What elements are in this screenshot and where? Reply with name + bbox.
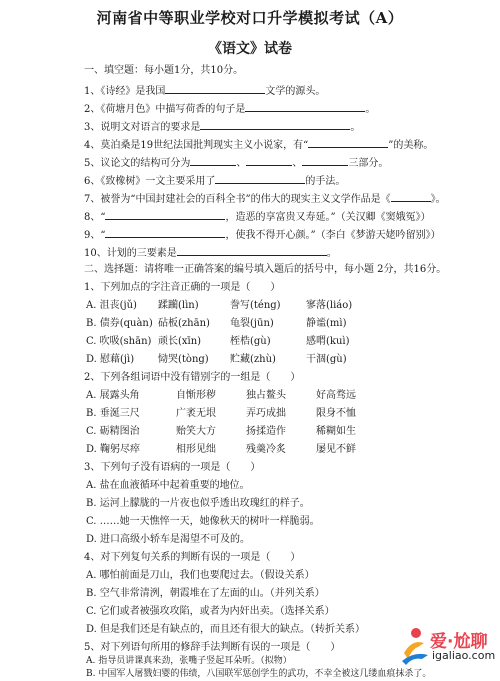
option-text: A. 展露头角 (86, 390, 140, 401)
option-text: 恸哭(tòng) (158, 354, 209, 365)
option-text: 相形见绌 (176, 444, 216, 455)
option-text: C. 砺精图治 (86, 426, 140, 437)
option-text: C. 它们或者被强攻攻陷，或者为内奸出卖。（选择关系） (86, 606, 335, 617)
option-text: 砧板(zhān) (158, 318, 210, 329)
option-text: A. 哪怕前面是刀山，我们也要爬过去。（假设关系） (86, 570, 315, 581)
option-text: 誊写(téng) (230, 300, 281, 311)
watermark-url: igaliao.com (432, 649, 496, 662)
answer-blank[interactable] (215, 173, 305, 184)
option-text: 桎梏(gù) (230, 336, 271, 347)
exam-title: 河南省中等职业学校对口升学模拟考试（A） (96, 9, 404, 27)
option-text: 蹂躏(lìn) (158, 300, 199, 311)
fill-question-4: 4、莫泊桑是19世纪法国批判现实主义小说家，有“ ”的美称。 (84, 137, 433, 153)
option-text: 感喟(kuì) (306, 336, 350, 347)
option-text: 限身不恤 (316, 408, 356, 419)
option-text: 贻笑大方 (176, 426, 216, 437)
fill-question-2: 2、《荷塘月色》中描写荷香的句子是 。 (84, 101, 375, 117)
choice-question-2: 2、下列各组词语中没有错别字的一组是（ ） (84, 372, 301, 383)
option-text: 扬揉造作 (246, 426, 286, 437)
answer-blank[interactable] (200, 119, 350, 130)
option-text: 贮藏(zhù) (230, 354, 276, 365)
option-text: B. 垂涎三尺 (86, 408, 140, 419)
option-text: 弄巧成拙 (246, 408, 286, 419)
fill-question-3: 3、说明文对语言的要求是 。 (84, 119, 360, 135)
option-text: B. 中国军人屠戮妇婴的伟绩，八国联军惩创学生的武功，不幸全被这几缕血痕抹杀了。 (86, 669, 432, 679)
exam-subtitle: 《语文》试卷 (208, 41, 292, 57)
answer-blank[interactable] (165, 83, 265, 94)
answer-blank[interactable] (245, 101, 365, 112)
option-text: D. 进口高级小轿车是渴望不可及的。 (86, 534, 251, 545)
option-text: A. 盐在血液循环中起着重要的地位。 (86, 480, 250, 491)
choice-question-1: 1、下列加点的字注音正确的一项是（ ） (84, 282, 281, 293)
fill-question-7: 7、被誉为“中国封建社会的百科全书”的伟大的现实主义文学作品是《 》。 (84, 191, 446, 207)
option-text: B. 运河上朦胧的一片夜也似乎透出玫瑰红的样子。 (86, 498, 310, 509)
option-text: 顽长(xīn) (158, 336, 202, 347)
answer-blank[interactable] (391, 191, 431, 202)
answer-blank[interactable] (302, 155, 348, 166)
option-text: D. 但是我们还是有缺点的，而且还有很大的缺点。（转折关系） (86, 624, 366, 635)
fill-question-5: 5、议论文的结构可分为 、 、 三部分。 (84, 155, 388, 171)
fill-question-9: 9、“ ，使我不得开心颜。”（李白《梦游天姥吟留别》） (84, 227, 441, 243)
watermark-logo-icon (398, 625, 430, 665)
option-text: A. 沮丧(jǔ) (86, 300, 137, 311)
option-text: 静谧(mì) (306, 318, 347, 329)
option-text: 残羹冷炙 (246, 444, 286, 455)
option-text: B. 债券(quàn) (86, 318, 153, 329)
option-text: 寥落(liáo) (306, 300, 353, 311)
option-text: A. 指导员讲课真来劲，张嘴子竖起耳朵听。（拟物） (86, 656, 292, 666)
fill-question-8: 8、“ ，造恶的享富贵又寿延。”（关汉卿《窦娥冤》） (84, 209, 431, 225)
option-text: 好高骛远 (316, 390, 356, 401)
option-text: 稀糊如生 (316, 426, 356, 437)
choice-question-4: 4、对下列复句关系的判断有误的一项是（ ） (84, 552, 301, 563)
option-text: D. 慰藉(jì) (86, 354, 135, 365)
fill-question-6: 6、《致橡树》一文主要采用了 的手法。 (84, 173, 345, 189)
option-text: 屡见不鲜 (316, 444, 356, 455)
watermark-text: 爱·尬聊 (430, 632, 488, 652)
option-text: C. ……她一天憔悴一天，她像秋天的树叶一样脆弱。 (86, 516, 320, 527)
fill-question-1: 1、《诗经》是我国 文学的源头。 (84, 83, 325, 99)
answer-blank[interactable] (246, 155, 292, 166)
option-text: 干涸(gù) (306, 354, 347, 365)
choice-question-5: 5、对下列语句所用的修辞手法判断有误的一项是（ ） (84, 642, 341, 653)
option-text: D. 鞠躬尽瘁 (86, 444, 141, 455)
option-text: C. 吹吸(shān) (86, 336, 152, 347)
site-watermark (398, 625, 500, 667)
option-text: 独占鳌头 (246, 390, 286, 401)
answer-blank[interactable] (190, 155, 236, 166)
answer-blank[interactable] (308, 137, 388, 148)
option-text: 龟裂(jūn) (230, 318, 274, 329)
option-text: B. 空气非常清洌，朝霞堆在了左面的山。（并列关系） (86, 588, 325, 599)
option-text: 广袤无垠 (176, 408, 216, 419)
choice-section-header: 二、选择题：请将唯一正确答案的编号填入题后的括号中，每小题 2分，共16分。 (84, 264, 447, 275)
answer-blank[interactable] (105, 209, 225, 220)
fill-question-10: 10、计划的三要素是 。 (84, 245, 337, 261)
answer-blank[interactable] (105, 227, 225, 238)
choice-question-3: 3、下列句子没有语病的一项是（ ） (84, 462, 261, 473)
fill-section-header: 一、填空题：每小题1分，共10分。 (84, 65, 244, 76)
answer-blank[interactable] (177, 245, 327, 256)
option-text: 自惭形秽 (176, 390, 216, 401)
